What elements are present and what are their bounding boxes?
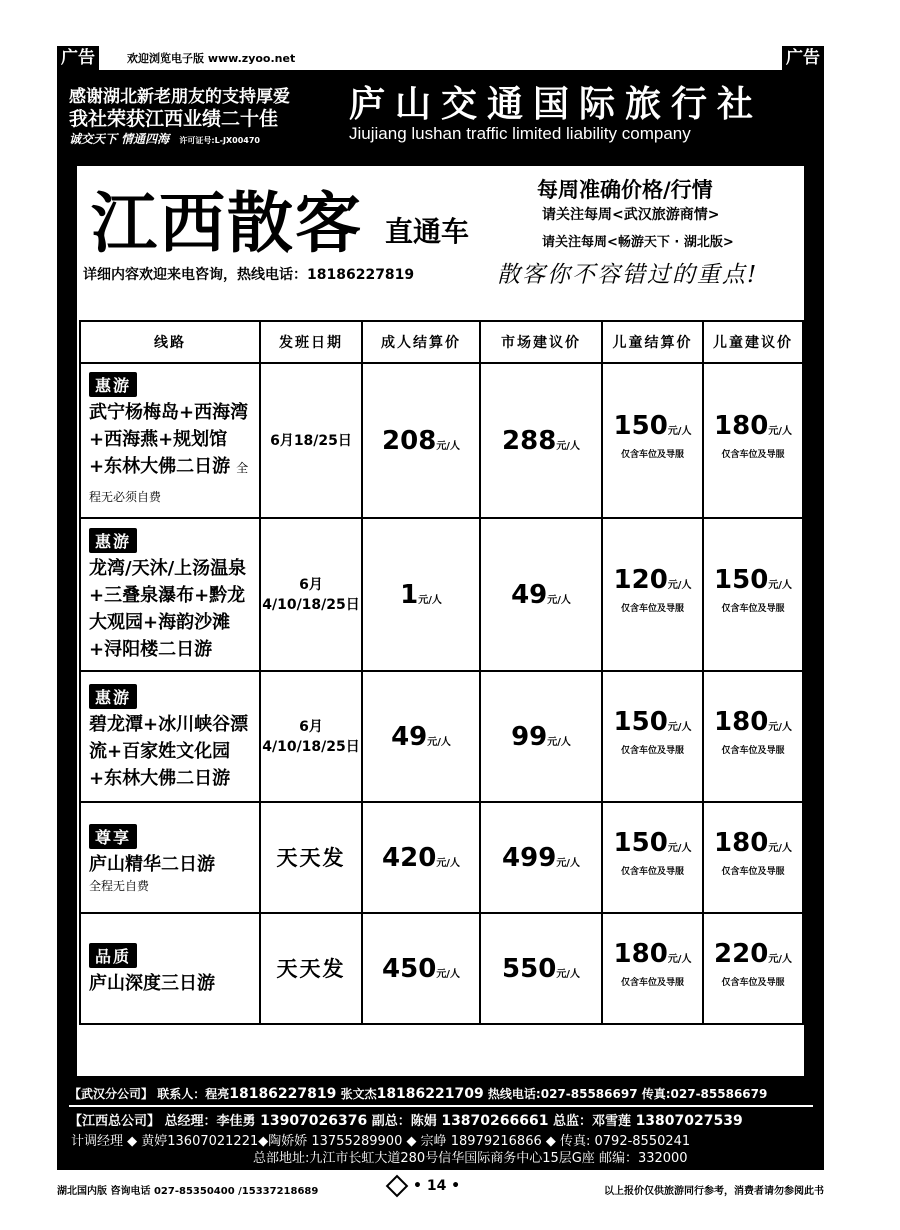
adult-price-cell [362,363,480,518]
promo-line-1: 每周准确价格/行情 [537,178,713,202]
adult-price [382,843,460,873]
kid-suggest-price-value: 180 [714,828,769,858]
price-unit: 元/人 [556,968,580,980]
adult-price-value: 49 [391,721,428,752]
dates-text: 6月18/25日 [270,432,352,449]
price-unit: 元/人 [768,954,792,965]
jiangxi-staff-line: 计调经理 ◆ 黄婷13607021221◆陶娇娇 13755289900 ◆ 宗峥 18979216866 ◆ 传真: 0792-8550241 [71,1134,691,1149]
market-price-cell [480,518,602,671]
kid-suggest-price-value: 220 [714,939,769,969]
kid-price [603,411,702,464]
adult-price-cell [362,802,480,913]
route-note: 全程无必须自费 [89,461,249,504]
price-unit: 元/人 [547,736,571,748]
table-row [80,518,803,671]
route-badge: 惠游 [89,528,137,553]
market-price-cell [480,913,602,1024]
dates-cell [260,671,362,802]
license-number: 许可证号:L-JX00470 [179,136,260,145]
slogan: 散客你不容错过的重点! [497,262,759,288]
kid-note: 仅含车位及导服 [721,867,785,877]
price-unit: 元/人 [436,857,460,869]
market-price-cell [480,802,602,913]
header-market-price: 市场建议价 [480,321,602,363]
price-unit: 元/人 [667,954,692,965]
kid-price [603,707,702,760]
adult-price-cell [362,671,480,802]
price-unit: 元/人 [556,440,580,452]
dates-text: 天天发 [276,845,346,870]
wuhan-phone-1: 18186227819 [229,1086,337,1102]
kid-suggest-price [704,411,802,464]
wuhan-contact: 联系人：程亮 [157,1087,230,1101]
adult-price-value: 450 [382,953,437,984]
kid-suggest-price [704,707,802,760]
wuhan-branch-line [69,1085,767,1102]
company-name-en: Jiujiang lushan traffic limited liability company [349,124,691,143]
table-header-row [80,321,803,363]
route-name-text: 武宁杨梅岛+西海湾+西海燕+规划馆+东林大佛二日游 [89,402,249,477]
wuhan-hotline: 热线电话:027-85586697 传真:027-85586679 [487,1087,768,1101]
welcome-text: 欢迎浏览电子版 www.zyoo.net [127,52,296,65]
jiangxi-gm: 总经理：李佳勇 [164,1114,256,1129]
disclaimer: 以上报价仅供旅游同行参考，消费者请勿参阅此书 [604,1186,824,1197]
kid-suggest-price-cell [703,671,803,802]
route-badge: 尊享 [89,824,137,849]
jiangxi-chief-phone: 13807027539 [635,1113,743,1129]
price-unit: 元/人 [436,440,460,452]
content-area [77,166,804,1076]
price-unit: 元/人 [667,843,692,854]
market-price [511,580,571,610]
dates-cell [260,363,362,518]
route-badge: 品质 [89,943,137,968]
route-cell [80,518,260,671]
routes-table [79,320,804,1025]
header-adult-price: 成人结算价 [362,321,480,363]
route-cell [80,363,260,518]
adult-price-cell [362,518,480,671]
route-cell [80,671,260,802]
jiangxi-vice-phone: 13870266661 [441,1113,549,1129]
table-row [80,363,803,518]
price-unit: 元/人 [667,580,692,591]
market-price-cell [480,363,602,518]
dates-text: 天天发 [276,956,346,981]
kid-suggest-price [704,939,802,992]
header [57,70,824,152]
price-unit: 元/人 [427,736,451,748]
hero-title: 江西散客 [91,185,363,262]
page-number-text: • 14 • [413,1178,461,1194]
price-unit: 元/人 [768,580,792,591]
price-unit: 元/人 [436,968,460,980]
kid-suggest-price [704,565,802,618]
route-note: 全程无自费 [89,878,150,893]
route-cell [80,913,260,1024]
route-name: 庐山精华二日游 [89,853,215,875]
kid-price-value: 150 [613,707,668,737]
market-price-value: 550 [502,953,557,984]
route-name: 碧龙潭+冰川峡谷漂流+百家姓文化园+东林大佛二日游 [89,713,249,789]
price-unit: 元/人 [556,857,580,869]
jiangxi-vice: 副总：陈娟 [371,1114,437,1129]
kid-note: 仅含车位及导服 [620,604,684,614]
route-badge: 惠游 [89,684,137,709]
adult-price-cell [362,913,480,1024]
header-kid-price: 儿童结算价 [602,321,703,363]
adult-price [382,426,460,456]
adult-price-value: 208 [382,425,437,456]
header-kid-suggest-price: 儿童建议价 [703,321,803,363]
kid-note: 仅含车位及导服 [620,450,684,460]
kid-note: 仅含车位及导服 [620,867,684,877]
adult-price [400,580,442,610]
route-cell [80,802,260,913]
wuhan-contact-2: 张文杰 [340,1087,377,1101]
route-name [89,399,253,511]
company-name-cn: 庐山交通国际旅行社 [349,83,764,125]
wuhan-branch-label: 【武汉分公司】 [69,1087,154,1101]
market-price-value: 288 [502,425,557,456]
table-row [80,802,803,913]
kid-note: 仅含车位及导服 [721,450,785,460]
route-name: 龙湾/天沐/上汤温泉+三叠泉瀑布+黔龙大观园+海韵沙滩+浔阳楼二日游 [89,558,247,660]
header-dates: 发班日期 [260,321,362,363]
jiangxi-chief: 总监：邓雪莲 [553,1114,632,1129]
market-price-value: 99 [511,721,548,752]
kid-note: 仅含车位及导服 [721,746,785,756]
kid-price-cell [602,913,703,1024]
jiangxi-address-line: 总部地址:九江市长虹大道280号信华国际商务中心15层G座 邮编：332000 [253,1151,688,1166]
kid-suggest-price-cell [703,802,803,913]
kid-price-cell [602,363,703,518]
thanks-line-1: 感谢湖北新老朋友的支持厚爱 [69,87,290,107]
kid-note: 仅含车位及导服 [721,604,785,614]
motto-text: 诚交天下 情通四海 [69,132,170,146]
kid-price-cell [602,518,703,671]
ad-tag-left: 广告 [57,46,99,70]
jiangxi-hq-label: 【江西总公司】 [69,1114,161,1129]
adult-price [391,722,451,752]
kid-price-value: 180 [613,939,668,969]
ad-page [57,70,824,1170]
market-price [502,843,580,873]
kid-price-value: 120 [613,565,668,595]
kid-note: 仅含车位及导服 [620,746,684,756]
dates-text: 6月4/10/18/25日 [262,718,360,755]
dates-text: 6月4/10/18/25日 [262,576,360,613]
price-unit: 元/人 [418,594,442,606]
edition-info: 湖北国内版 咨询电话 027-85350400 /15337218689 [57,1186,319,1197]
market-price [502,954,580,984]
footer-divider [69,1105,813,1107]
motto [69,130,260,147]
kid-price-value: 150 [613,828,668,858]
table-row [80,913,803,1024]
adult-price-value: 420 [382,842,437,873]
thanks-line-2: 我社荣获江西业绩二十佳 [69,108,279,130]
kid-suggest-price-value: 150 [714,565,769,595]
ad-tag-right: 广告 [782,46,824,70]
kid-price-cell [602,671,703,802]
price-unit: 元/人 [768,843,792,854]
table-row [80,671,803,802]
jiangxi-hq-line [69,1110,743,1129]
kid-price [603,939,702,992]
adult-price-value: 1 [400,579,419,610]
market-price [502,426,580,456]
kid-suggest-price [704,828,802,881]
kid-price [603,828,702,881]
dates-cell [260,913,362,1024]
adult-price [382,954,460,984]
kid-suggest-price-value: 180 [714,707,769,737]
market-price-value: 49 [511,579,548,610]
dates-cell [260,518,362,671]
kid-suggest-price-cell [703,913,803,1024]
kid-note: 仅含车位及导服 [620,978,684,988]
kid-note: 仅含车位及导服 [721,978,785,988]
wuhan-phone-2: 18186221709 [376,1086,484,1102]
price-unit: 元/人 [667,426,692,437]
kid-price [603,565,702,618]
route-name: 庐山深度三日游 [89,972,215,994]
header-route: 线路 [80,321,260,363]
price-unit: 元/人 [667,722,692,733]
bottom-bar [57,1180,824,1200]
price-unit: 元/人 [768,722,792,733]
promo-line-3: 请关注每周<畅游天下 · 湖北版> [542,235,734,250]
price-unit: 元/人 [547,594,571,606]
route-badge: 惠游 [89,372,137,397]
hotline: 详细内容欢迎来电咨询，热线电话：18186227819 [83,267,415,283]
hero-subtitle: 直通车 [385,215,470,248]
kid-suggest-price-cell [703,363,803,518]
market-price [511,722,571,752]
kid-suggest-price-value: 180 [714,411,769,441]
jiangxi-gm-phone: 13907026376 [260,1113,368,1129]
promo-line-2: 请关注每周<武汉旅游商情> [542,207,720,223]
kid-suggest-price-cell [703,518,803,671]
kid-price-cell [602,802,703,913]
page-number [389,1178,460,1194]
diamond-logo-icon [386,1175,409,1198]
market-price-value: 499 [502,842,557,873]
market-price-cell [480,671,602,802]
dates-cell [260,802,362,913]
price-unit: 元/人 [768,426,792,437]
top-bar [57,46,824,70]
kid-price-value: 150 [613,411,668,441]
